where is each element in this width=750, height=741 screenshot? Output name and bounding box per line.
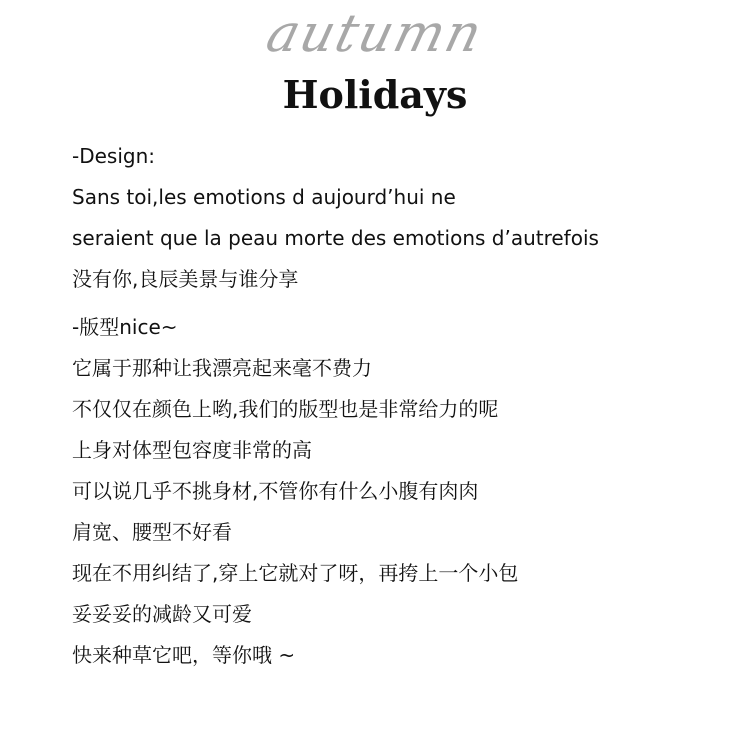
design-line: Sans toi,les emotions d aujourd’hui ne [72,185,456,209]
fit-line: 上身对体型包容度非常的高 [72,438,312,462]
page-title: Holidays [282,72,468,117]
fit-line: 不仅仅在颜色上哟,我们的版型也是非常给力的呢 [72,397,499,421]
fit-line: 现在不用纠结了,穿上它就对了呀，再挎上一个小包 [72,561,519,585]
design-heading: -Design: [72,144,156,168]
script-title: autumn [260,4,490,64]
fit-line: 快来种草它吧，等你哦 ~ [72,643,296,667]
fit-line: 妥妥妥的减龄又可爱 [72,602,252,626]
fit-heading: -版型nice~ [72,315,178,339]
design-line: seraient que la peau morte des emotions d’autrefois [72,226,599,250]
description-content [72,144,712,667]
fit-section [72,315,712,667]
design-line: 没有你,良辰美景与谁分享 [72,267,299,291]
header [0,0,750,130]
fit-line: 肩宽、腰型不好看 [72,520,232,544]
fit-line: 可以说几乎不挑身材,不管你有什么小腹有肉肉 [72,479,479,503]
fit-line: 它属于那种让我漂亮起来毫不费力 [72,356,372,380]
design-section [72,144,712,291]
